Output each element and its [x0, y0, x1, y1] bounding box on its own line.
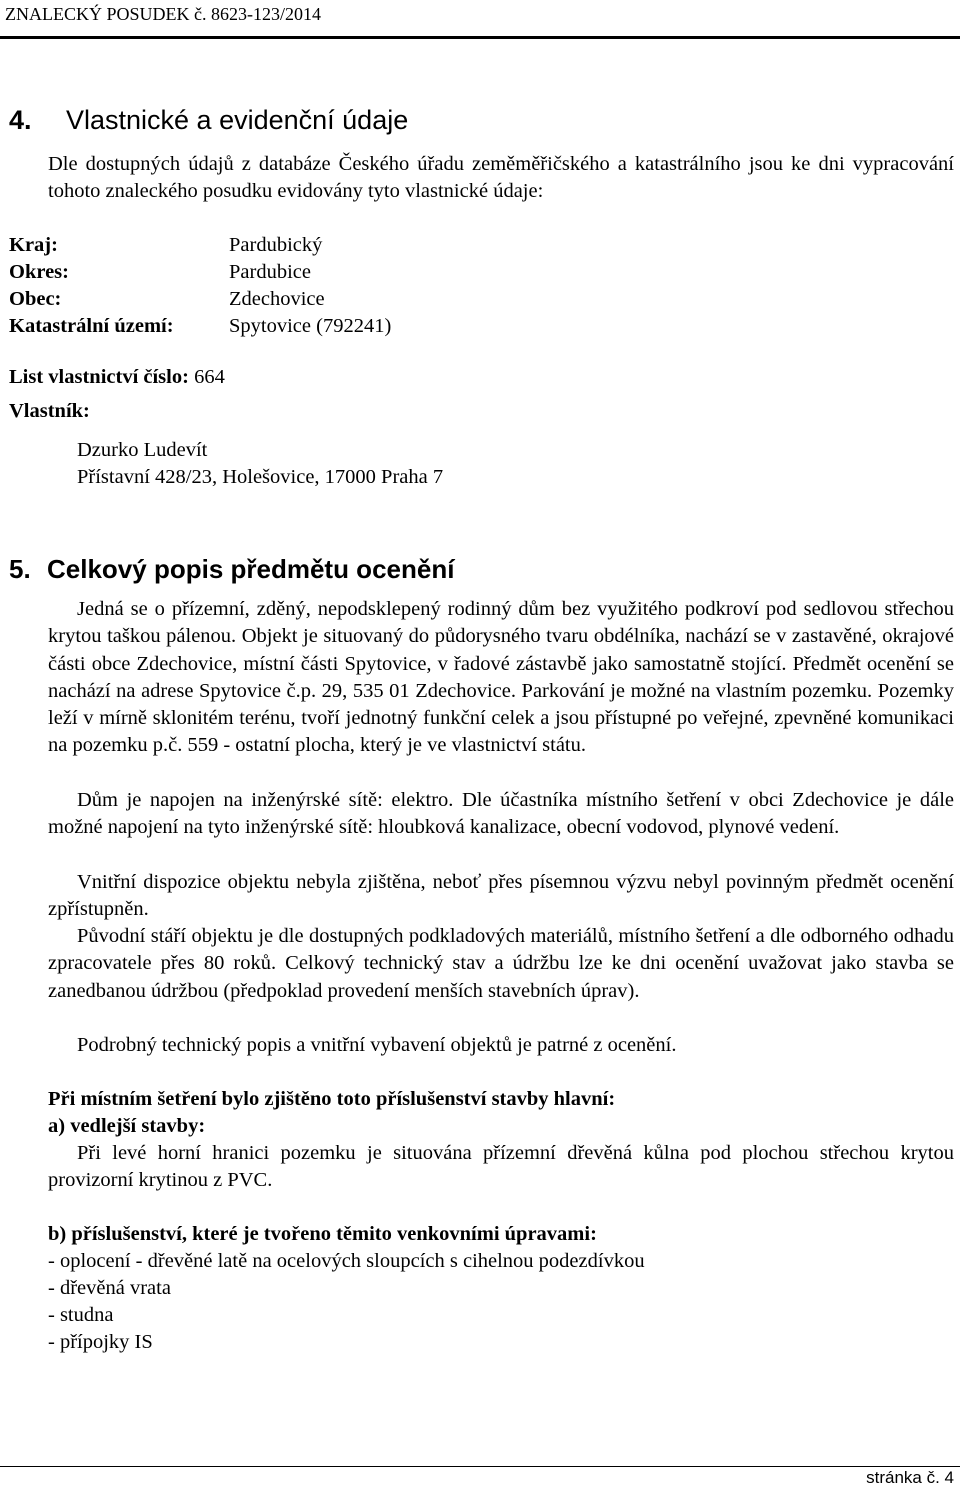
info-value: Spytovice (792241) — [229, 315, 392, 337]
info-label: Kraj: — [9, 234, 58, 256]
footer-divider — [0, 1466, 960, 1467]
section-4-title: Vlastnické a evidenční údaje — [66, 105, 409, 135]
section-5-number: 5. — [9, 554, 31, 584]
section-5-title: Celkový popis předmětu ocenění — [47, 554, 455, 584]
ownership-sheet — [9, 364, 225, 391]
info-row-okres — [9, 259, 311, 286]
ownership-sheet-number: 664 — [194, 366, 225, 388]
info-row-obec — [9, 286, 325, 313]
accessories-heading: Při místním šetření bylo zjištěno toto příslušenství stavby hlavní: — [48, 1088, 616, 1110]
info-row-kraj — [9, 232, 323, 259]
info-label: Katastrální území: — [9, 315, 174, 337]
owner-address: Přístavní 428/23, Holešovice, 17000 Praha 7 — [77, 466, 444, 488]
improvement-item-utilities: - přípojky IS — [48, 1331, 153, 1353]
page-number: stránka č. 4 — [866, 1468, 954, 1487]
info-row-katastralni-uzemi — [9, 313, 392, 340]
info-value: Pardubice — [229, 261, 311, 283]
owner-name: Dzurko Ludevít — [77, 439, 208, 461]
description-paragraph-1: Jedná se o přízemní, zděný, nepodsklepený rodinný dům bez využitého podkroví pod sedlovou střechou krytou taškou pálenou. Objekt je situovaný do půdorysného tvaru obdélníka, nachází se v zastavěné, okrajové části obce Zdechovice, místní části Spytovice, v řadové zástavbě jako samostatně stojící. Předmět ocenění se nachází na adrese Spytovice č.p. 29, 535 01 Zdechovice. Parkování je možné na vlastním pozemku. Pozemky leží v mírně sklonitém terénu, tvoří jednotný funkční celek a jsou přístupné po veřejné, zpevněné komunikaci na pozemku p.č. 559 - ostatní plocha, který je ve vlastnictví státu. — [48, 598, 954, 757]
header-divider — [0, 36, 960, 39]
improvement-item-fence: - oplocení - dřevěné latě na ocelových sloupcích s cihelnou podezdívkou — [48, 1250, 645, 1272]
secondary-buildings-heading: a) vedlejší stavby: — [48, 1115, 206, 1137]
improvement-item-gate: - dřevěná vrata — [48, 1277, 171, 1299]
section-4-heading — [9, 104, 408, 136]
ownership-sheet-label: List vlastnictví číslo: — [9, 366, 189, 388]
description-paragraph-2: Dům je napojen na inženýrské sítě: elektro. Dle účastníka místního šetření v obci Zdechovice je dále možné napojení na tyto inženýrské sítě: hloubková kanalizace, obecní vodovod, plynové vedení. — [48, 789, 954, 839]
secondary-buildings-text: Při levé horní hranici pozemku je situována přízemní dřevěná kůlna pod plochou střechou krytou provizorní krytinou z PVC. — [48, 1142, 954, 1192]
owner-label: Vlastník: — [9, 400, 90, 422]
improvement-item-well: - studna — [48, 1304, 114, 1326]
info-label: Okres: — [9, 261, 69, 283]
info-value: Pardubický — [229, 234, 323, 256]
info-label: Obec: — [9, 288, 62, 310]
outdoor-improvements-heading: b) příslušenství, které je tvořeno těmito venkovními úpravami: — [48, 1223, 597, 1245]
section-4-number: 4. — [9, 105, 32, 135]
section-5-heading — [9, 553, 454, 585]
description-paragraph-5: Podrobný technický popis a vnitřní vybavení objektů je patrné z ocenění. — [77, 1034, 677, 1056]
info-value: Zdechovice — [229, 288, 325, 310]
description-paragraph-4: Původní stáří objektu je dle dostupných podkladových materiálů, místního šetření a dle odborného odhadu zpracovatele přes 80 roků. Celkový technický stav a údržbu lze ke dni ocenění uvažovat jako stavba se zanedbanou údržbou (předpoklad provedení menších stavebních úprav). — [48, 925, 954, 1002]
ownership-intro: Dle dostupných údajů z databáze Českého úřadu zeměměřičského a katastrálního jsou ke dni vypracování tohoto znaleckého posudku evidovány tyto vlastnické údaje: — [48, 153, 954, 203]
description-paragraph-3: Vnitřní dispozice objektu nebyla zjištěna, neboť přes písemnou výzvu nebyl povinným předmět ocenění zpřístupněn. — [48, 871, 954, 921]
document-header: ZNALECKÝ POSUDEK č. 8623-123/2014 — [5, 4, 321, 24]
